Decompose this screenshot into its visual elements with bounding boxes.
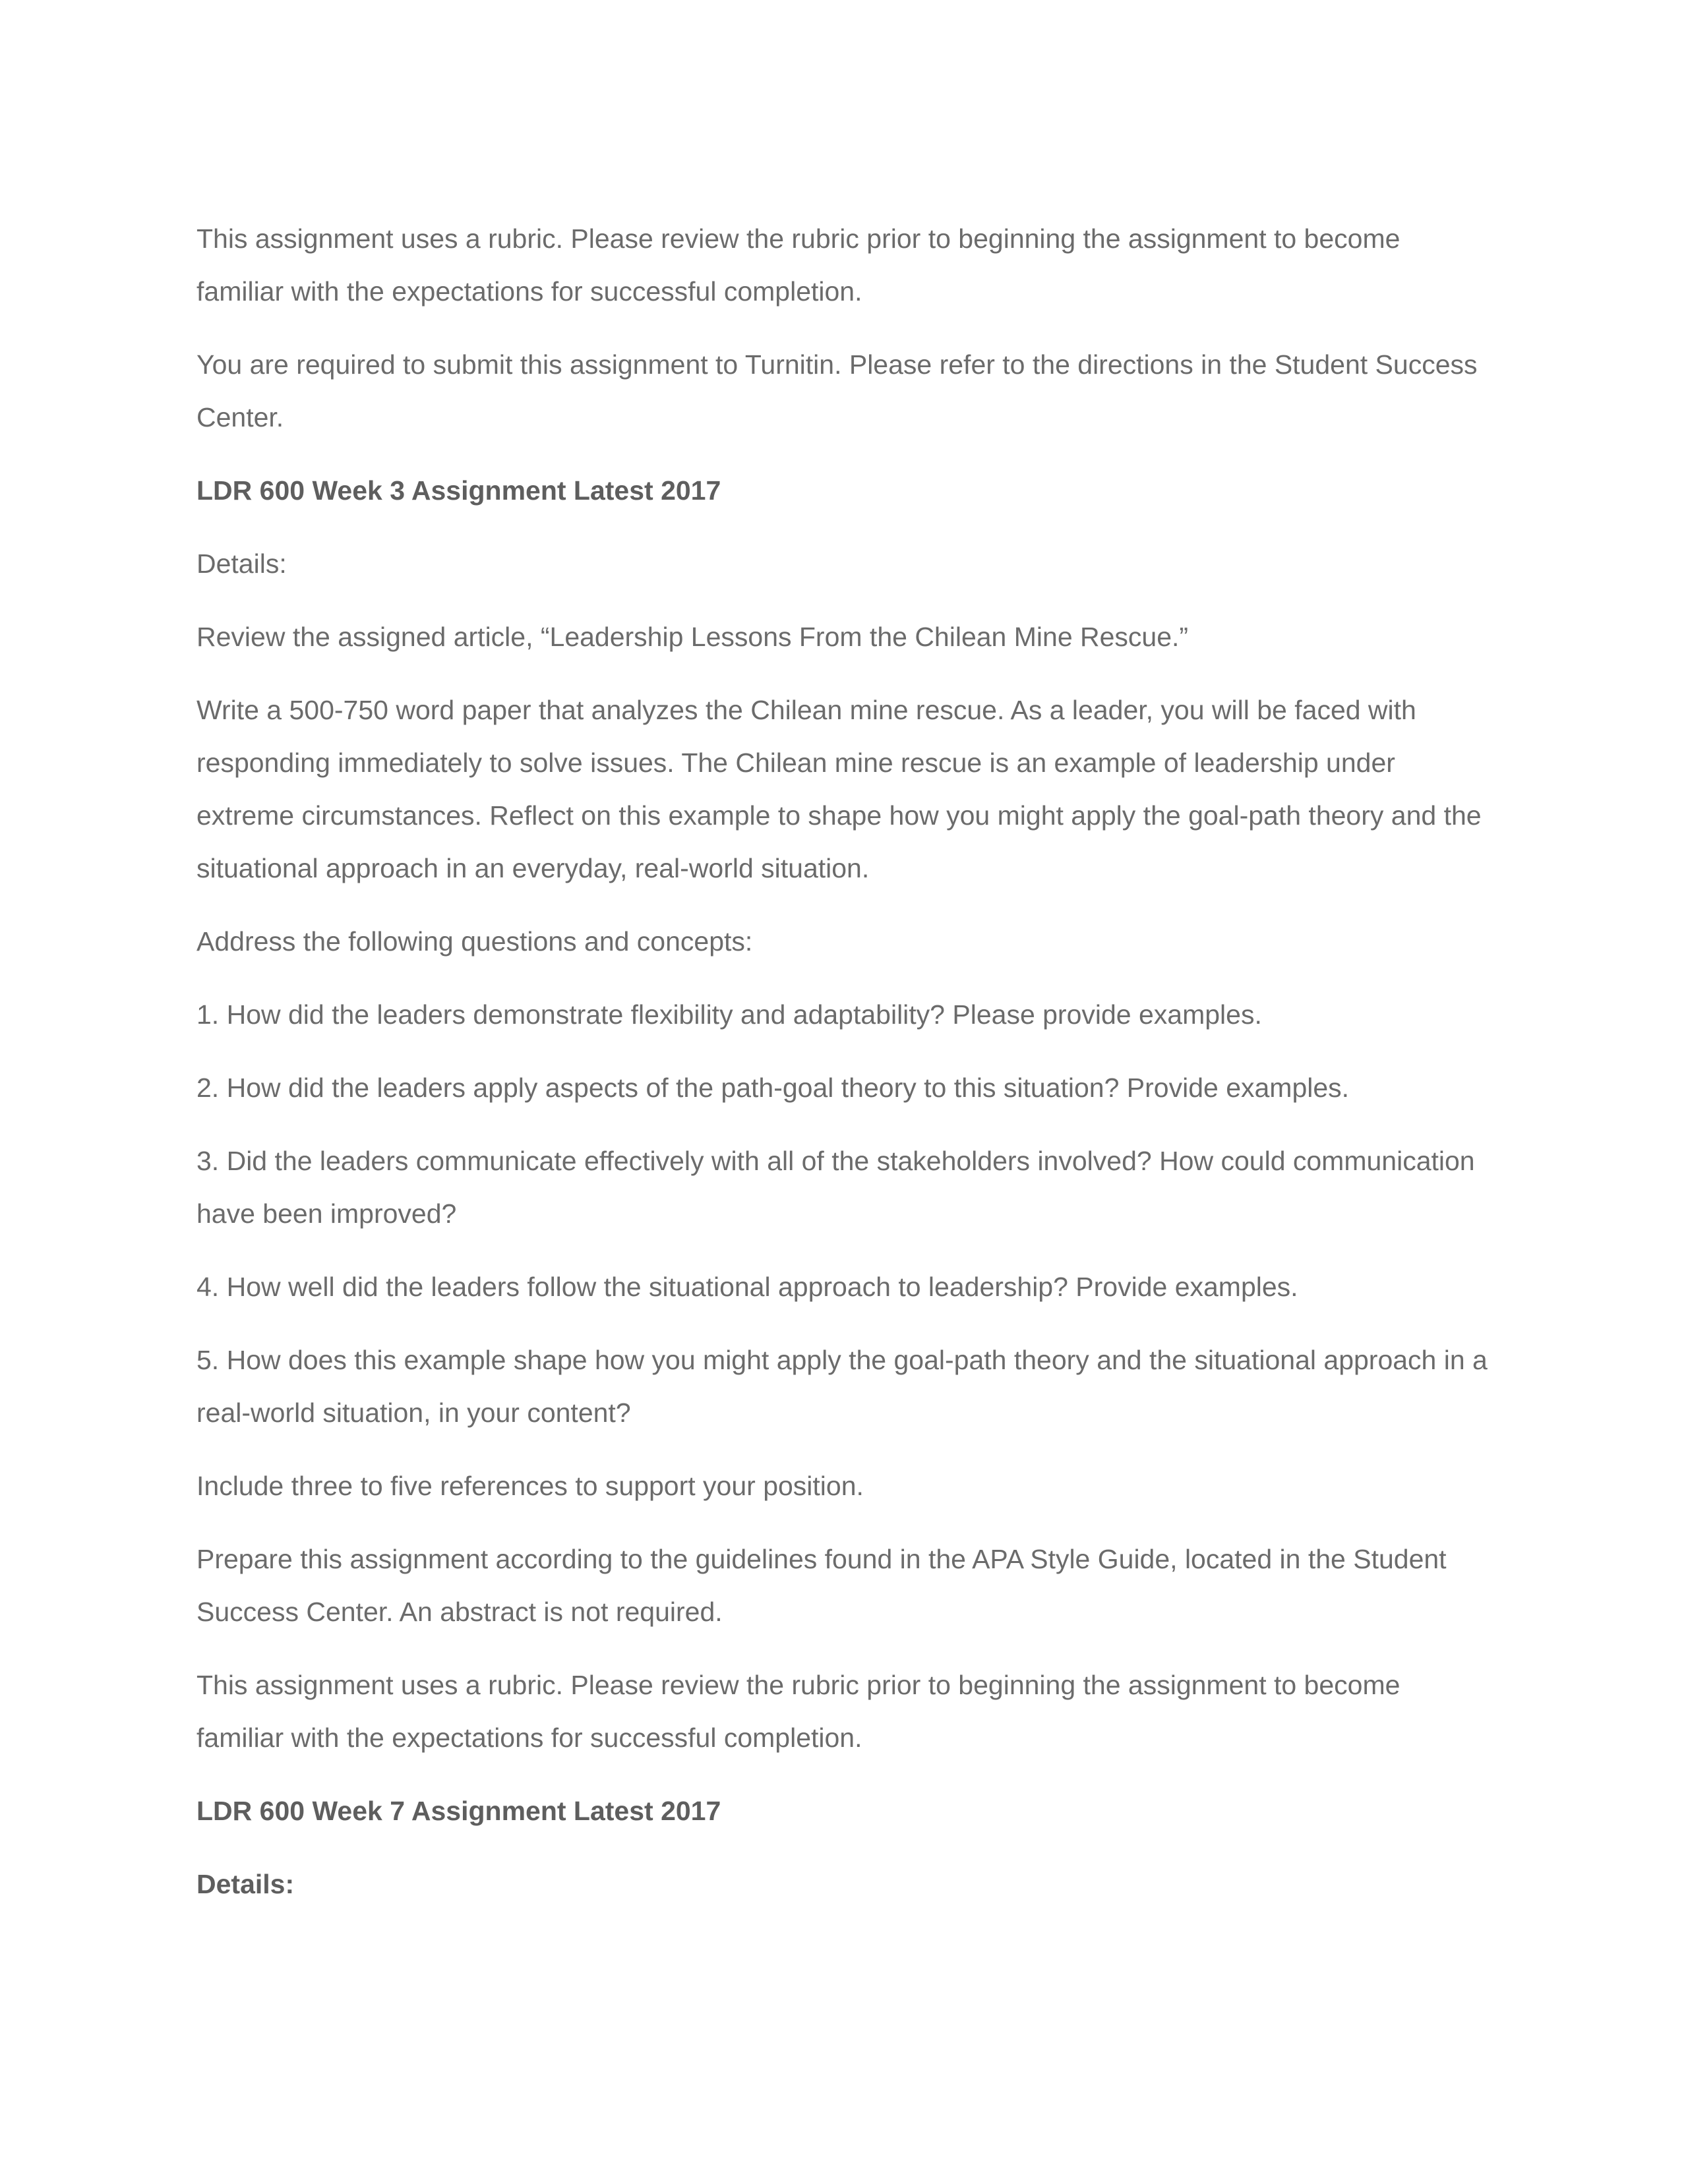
paper-instructions-paragraph: Write a 500-750 word paper that analyzes the Chilean mine rescue. As a leader, you will be faced with responding immediately to solve issues. The Chilean mine rescue is an example of leadership under extreme circumstances. Reflect on this example to shape how you might apply the goal-path theory and the situational approach in an everyday, real-world situation. [196, 695, 1482, 883]
question-2: 2. How did the leaders apply aspects of the path-goal theory to this situation? Provide examples. [196, 1073, 1350, 1103]
details-heading: Details: [196, 1869, 295, 1899]
question-1: 1. How did the leaders demonstrate flexibility and adaptability? Please provide examples. [196, 999, 1262, 1030]
question-5: 5. How does this example shape how you might apply the goal-path theory and the situational approach in a real-world situation, in your content? [196, 1345, 1488, 1428]
apa-guidelines-paragraph: Prepare this assignment according to the guidelines found in the APA Style Guide, located in the Student Success Center. An abstract is not required. [196, 1544, 1447, 1627]
turnitin-notice-paragraph: You are required to submit this assignment to Turnitin. Please refer to the directions in the Student Success Center. [196, 349, 1478, 432]
references-paragraph: Include three to five references to support your position. [196, 1471, 864, 1501]
question-3: 3. Did the leaders communicate effectively with all of the stakeholders involved? How could communication have been improved? [196, 1146, 1475, 1229]
week7-heading: LDR 600 Week 7 Assignment Latest 2017 [196, 1796, 721, 1826]
question-4: 4. How well did the leaders follow the situational approach to leadership? Provide examples. [196, 1272, 1298, 1302]
rubric-notice-paragraph: This assignment uses a rubric. Please review the rubric prior to beginning the assignment to become familiar with the expectations for successful completion. [196, 223, 1401, 307]
rubric-notice-paragraph-repeat: This assignment uses a rubric. Please review the rubric prior to beginning the assignment to become familiar with the expectations for successful completion. [196, 1670, 1401, 1753]
questions-intro-paragraph: Address the following questions and concepts: [196, 926, 753, 957]
document-body [196, 212, 1489, 1931]
article-review-paragraph: Review the assigned article, “Leadership Lessons From the Chilean Mine Rescue.” [196, 622, 1189, 652]
week3-heading: LDR 600 Week 3 Assignment Latest 2017 [196, 475, 721, 506]
details-label: Details: [196, 548, 287, 579]
